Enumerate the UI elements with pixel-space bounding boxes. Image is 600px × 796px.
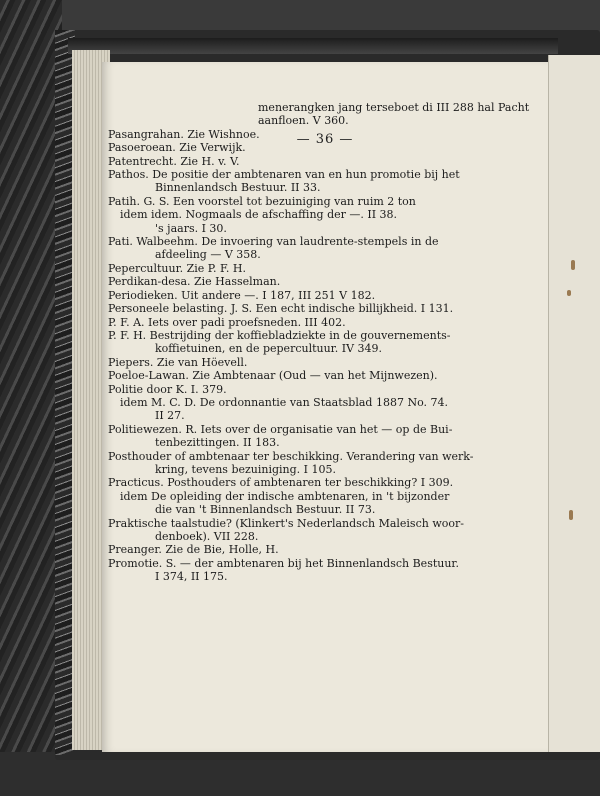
book-top-edge <box>68 38 558 54</box>
index-line: Patentrecht. Zie H. v. V. <box>108 154 240 168</box>
facing-page-mark <box>571 260 575 270</box>
index-line: idem idem. Nogmaals de afschaffing der —. II 38. <box>120 208 398 222</box>
index-line: Pati. Walbeehm. De invoering van laudrente-stempels in de <box>108 235 439 249</box>
index-entries <box>108 101 530 584</box>
index-line: Personeele belasting. J. S. Een echt indische billijkheid. I 131. <box>108 302 454 316</box>
index-line: Posthouder of ambtenaar ter beschikking. Verandering van werk- <box>108 449 474 463</box>
index-line: I 374, II 175. <box>155 570 228 584</box>
index-line: Binnenlandsch Bestuur. II 33. <box>155 181 321 195</box>
index-line: menerangken jang terseboet di III 288 hal Pacht <box>258 101 530 114</box>
index-line: aanfloen. V 360. <box>258 114 349 128</box>
table-surface <box>0 0 62 796</box>
index-line: Pasoeroean. Zie Verwijk. <box>108 141 246 155</box>
index-line: P. F. A. Iets over padi proefsneden. III 402. <box>108 315 346 329</box>
index-line: denboek). VII 228. <box>155 530 259 543</box>
index-line: Practicus. Posthouders of ambtenaren ter beschikking? I 309. <box>108 476 454 490</box>
index-line: afdeeling — V 358. <box>155 248 261 262</box>
index-line: idem De opleiding der indische ambtenaren, in 't bijzonder <box>120 489 450 503</box>
index-line: die van 't Binnenlandsch Bestuur. II 73. <box>155 503 376 517</box>
index-line: Preanger. Zie de Bie, Holle, H. <box>108 543 279 557</box>
index-line: 's jaars. I 30. <box>155 221 227 235</box>
index-line: Periodieken. Uit andere —. I 187, III 251 V 182. <box>108 288 376 302</box>
index-line: Praktische taalstudie? (Klinkert's Nederlandsch Maleisch woor- <box>108 516 464 530</box>
facing-page-mark <box>567 290 571 296</box>
index-line: Pathos. De positie der ambtenaren van en hun promotie bij het <box>108 168 460 182</box>
index-line: Patih. G. S. Een voorstel tot bezuiniging van ruim 2 ton <box>108 194 416 208</box>
index-line: tenbezittingen. II 183. <box>155 436 280 450</box>
index-line: Perdikan-desa. Zie Hasselman. <box>108 275 281 289</box>
index-line: P. F. H. Bestrijding der koffiebladziekte in de gouvernements- <box>108 328 451 342</box>
index-line: Promotie. S. — der ambtenaren bij het Binnenlandsch Bestuur. <box>108 556 459 570</box>
index-line: Pepercultuur. Zie P. F. H. <box>108 261 246 275</box>
index-line: Politie door K. I. 379. <box>108 382 227 396</box>
facing-page <box>548 55 600 752</box>
index-line: Pasangrahan. Zie Wishnoe. <box>108 127 260 141</box>
index-line: Politiewezen. R. Iets over de organisatie van het — op de Bui- <box>108 422 453 436</box>
index-line: idem M. C. D. De ordonnantie van Staatsblad 1887 No. 74. <box>120 395 448 409</box>
index-line: Poeloe-Lawan. Zie Ambtenaar (Oud — van het Mijnwezen). <box>108 369 438 383</box>
index-line: II 27. <box>155 409 185 423</box>
index-line: kring, tevens bezuiniging. I 105. <box>155 462 337 476</box>
index-line: Piepers. Zie van Höevell. <box>108 355 248 369</box>
facing-page-mark <box>569 510 573 520</box>
page-number: — 36 — <box>296 132 354 147</box>
index-line: koffietuinen, en de pepercultuur. IV 349. <box>155 342 382 356</box>
